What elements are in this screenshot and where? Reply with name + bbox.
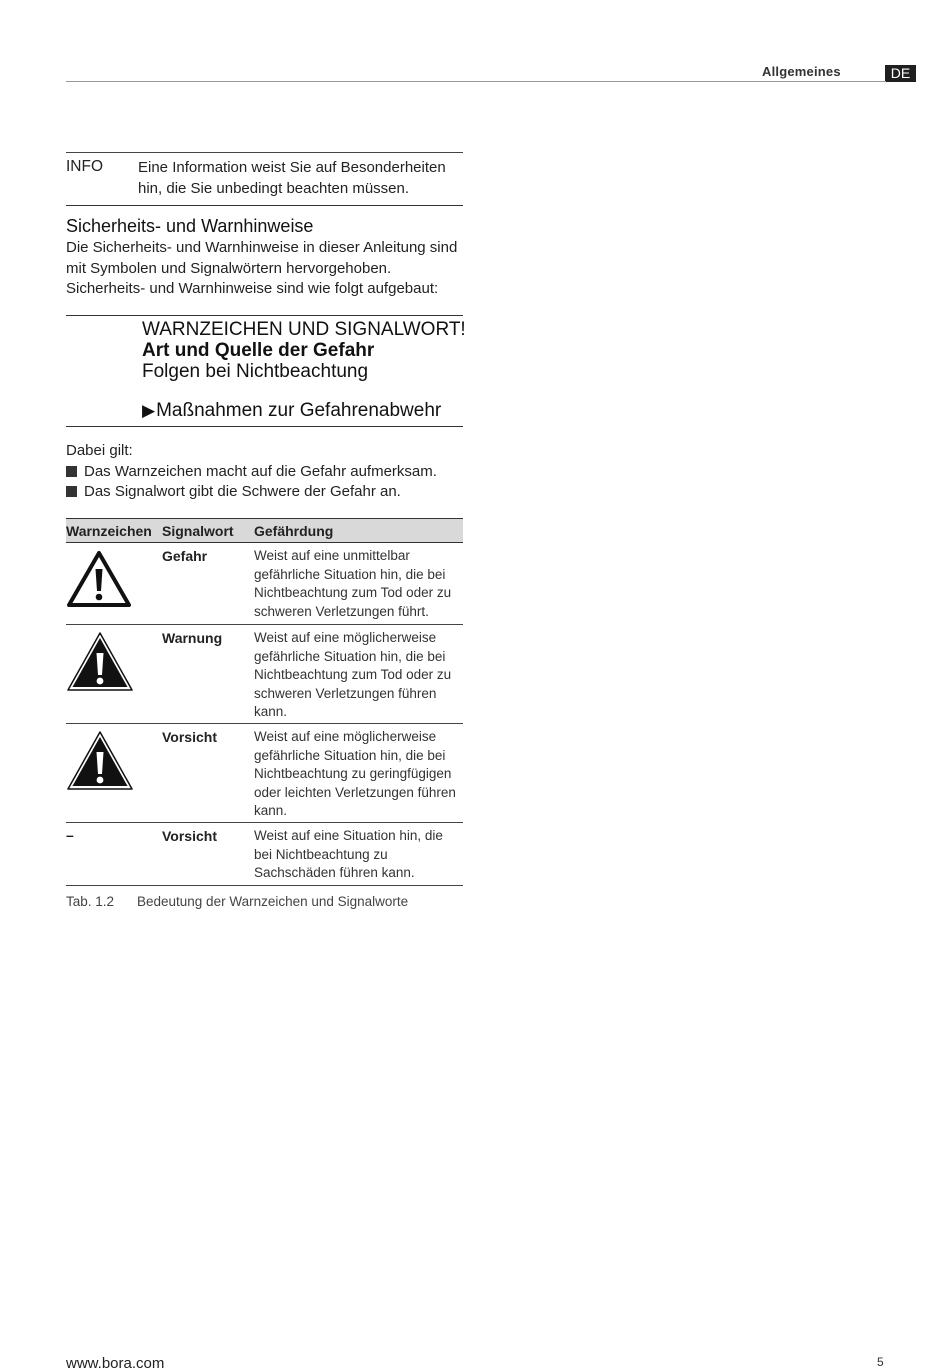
warning-consequences: Folgen bei Nichtbeachtung <box>142 361 369 382</box>
table-row <box>66 823 463 886</box>
table-header-row <box>66 518 463 543</box>
language-badge: DE <box>885 65 916 82</box>
list-item <box>66 483 401 500</box>
section-body: Die Sicherheits- und Warnhinweise in dieser Anleitung sind mit Symbolen und Signalwörtern hervorgehoben. Sicherheits- und Warnhinweise sind wie folgt aufgebaut: <box>66 239 458 297</box>
warning-triangle-icon <box>66 730 134 797</box>
section-heading: Sicherheits- und Warnhinweise <box>66 216 314 236</box>
list-item <box>66 463 437 480</box>
table-row <box>66 724 463 823</box>
table-row <box>66 543 463 625</box>
signal-word: Warnung <box>162 630 223 646</box>
list-item-text: Das Signalwort gibt die Schwere der Gefahr an. <box>84 483 401 500</box>
warning-measures: Maßnahmen zur Gefahrenabwehr <box>156 400 442 421</box>
hazard-description: Weist auf eine möglicherweise gefährliche Situation hin, die bei Nichtbeachtung zu geringfügigen oder leichten Verletzungen führen kann. <box>254 729 456 818</box>
caption-text: Bedeutung der Warnzeichen und Signalworte <box>137 894 409 909</box>
table-caption <box>66 894 408 909</box>
play-arrow-icon: ▶ <box>142 401 156 420</box>
warning-hazard-type: Art und Quelle der Gefahr <box>142 340 375 361</box>
signal-word: Gefahr <box>162 548 208 564</box>
signal-word-table <box>66 518 463 886</box>
hazard-description: Weist auf eine möglicherweise gefährliche Situation hin, die bei Nichtbeachtung zum Tod oder zu schweren Verletzungen führen kann. <box>254 630 452 719</box>
table-header-cell: Warnzeichen <box>66 523 152 539</box>
signal-word: Vorsicht <box>162 828 217 844</box>
info-text: Eine Information weist Sie auf Besonderheiten hin, die Sie unbedingt beachten müssen. <box>138 159 446 197</box>
square-bullet-icon <box>66 466 77 477</box>
hazard-description: Weist auf eine unmittelbar gefährliche Situation hin, die bei Nichtbeachtung zum Tod oder zu schweren Verletzungen führt. <box>254 548 452 619</box>
warning-structure-box <box>66 315 466 427</box>
signal-word: Vorsicht <box>162 729 217 745</box>
no-symbol-dash: – <box>66 827 74 843</box>
page-number: 5 <box>877 1355 884 1369</box>
table-header-cell: Signalwort <box>162 523 234 539</box>
square-bullet-icon <box>66 486 77 497</box>
warning-triangle-icon <box>66 549 132 614</box>
warning-signal-line: WARNZEICHEN UND SIGNALWORT! <box>142 319 466 340</box>
list-item-text: Das Warnzeichen macht auf die Gefahr aufmerksam. <box>84 463 437 480</box>
header-divider <box>66 81 886 82</box>
hazard-description: Weist auf eine Situation hin, die bei Nichtbeachtung zu Sachschäden führen kann. <box>254 828 443 880</box>
warning-measures-line <box>142 400 441 422</box>
rules-intro: Dabei gilt: <box>66 442 133 459</box>
footer-url: www.bora.com <box>66 1355 165 1372</box>
table-row <box>66 625 463 724</box>
table-header-cell: Gefährdung <box>254 523 334 539</box>
info-label: INFO <box>66 158 104 175</box>
info-box <box>66 152 463 206</box>
running-header-section: Allgemeines <box>762 64 841 79</box>
warning-triangle-icon <box>66 631 134 698</box>
caption-number: Tab. 1.2 <box>66 894 115 909</box>
